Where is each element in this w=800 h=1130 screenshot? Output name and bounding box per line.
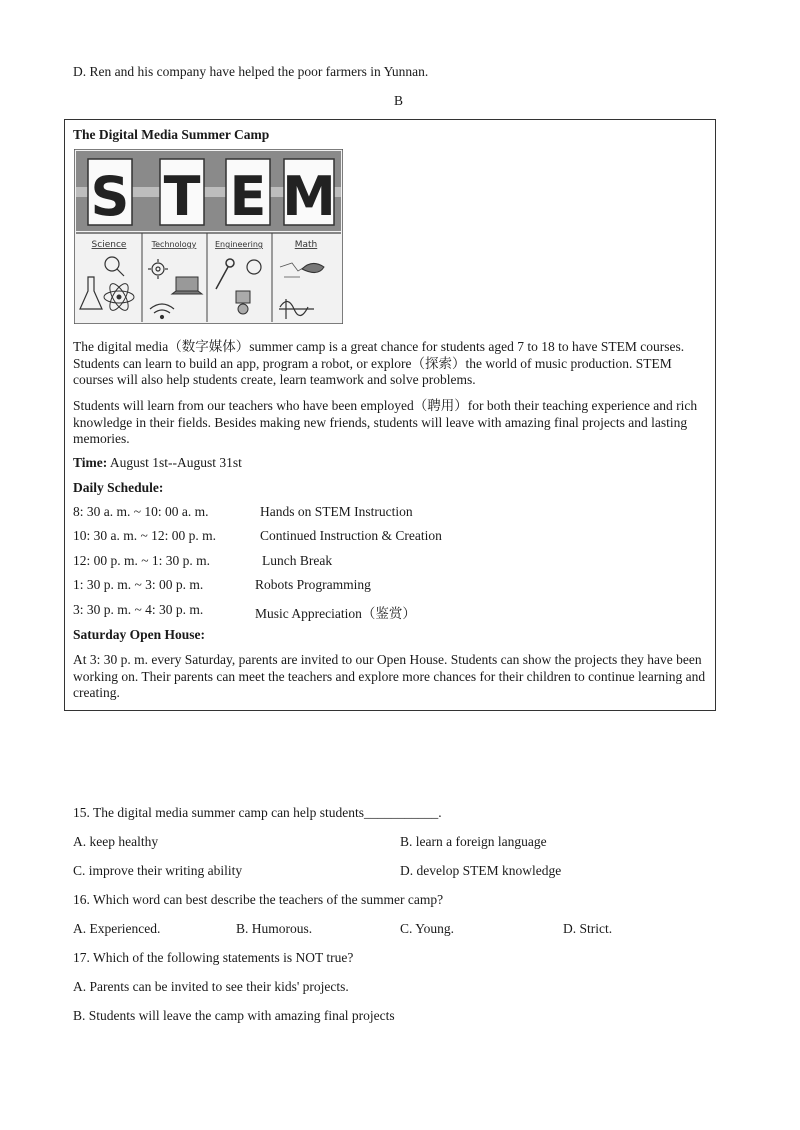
question-16-option-d: D. Strict. — [563, 921, 613, 936]
schedule-time: 1: 30 p. m. ~ 3: 00 p. m. — [73, 577, 204, 592]
section-letter: B — [394, 93, 404, 108]
question-16-stem: 16. Which word can best describe the teachers of the summer camp? — [73, 892, 444, 907]
laptop-icon — [172, 277, 202, 294]
question-15-option-b: B. learn a foreign language — [400, 834, 547, 849]
schedule-activity: Music Appreciation（鉴赏） — [255, 606, 416, 621]
passage-title: The Digital Media Summer Camp — [73, 127, 270, 142]
passage-box — [64, 119, 716, 711]
time-value: August 1st--August 31st — [107, 455, 242, 470]
schedule-time: 3: 30 p. m. ~ 4: 30 p. m. — [73, 602, 204, 617]
previous-question-option-d: D. Ren and his company have helped the poor farmers in Yunnan. — [73, 64, 429, 79]
schedule-time: 10: 30 a. m. ~ 12: 00 p. m. — [73, 528, 217, 543]
robot-icon — [236, 291, 250, 314]
question-15-option-c: C. improve their writing ability — [73, 863, 243, 878]
daily-schedule-title: Daily Schedule: — [73, 480, 164, 495]
logo-letter-m: M — [282, 165, 336, 228]
logo-letter-t: T — [163, 165, 201, 228]
question-17-option-a: A. Parents can be invited to see their kids' projects. — [73, 979, 349, 994]
schedule-time: 8: 30 a. m. ~ 10: 00 a. m. — [73, 504, 209, 519]
logo-letter-e: E — [229, 165, 267, 228]
schedule-time: 12: 00 p. m. ~ 1: 30 p. m. — [73, 553, 211, 568]
schedule-activity: Continued Instruction & Creation — [260, 528, 442, 543]
question-15-option-a: A. keep healthy — [73, 834, 159, 849]
paragraph-teachers: Students will learn from our teachers who have been employed（聘用）for both their teaching experience and rich knowledge in their fields. Besides making new friends, students will leave with amazing final projects and lasting memories. — [73, 398, 698, 446]
schedule-activity: Hands on STEM Instruction — [260, 504, 413, 519]
question-15-option-d: D. develop STEM knowledge — [400, 863, 562, 878]
question-17-stem: 17. Which of the following statements is NOT true? — [73, 950, 354, 965]
schedule-activity: Robots Programming — [255, 577, 371, 592]
open-house-title: Saturday Open House: — [73, 627, 206, 642]
time-row — [73, 455, 242, 471]
stem-poster-image — [74, 149, 343, 324]
question-17-option-b: B. Students will leave the camp with amazing final projects — [73, 1008, 395, 1023]
schedule-activity: Lunch Break — [262, 553, 333, 568]
logo-letter-s: S — [90, 165, 130, 228]
question-16-option-b: B. Humorous. — [236, 921, 313, 936]
question-15-stem: 15. The digital media summer camp can help students___________. — [73, 805, 442, 820]
paragraph-intro: The digital media（数字媒体）summer camp is a great chance for students aged 7 to 18 to have STEM courses. Students can learn to build an app, program a robot, or explore（探索）the world of music production. STEM courses will also help students create, learn teamwork and solve problems. — [73, 339, 685, 387]
panel-label-science: Science — [91, 240, 127, 250]
time-label: Time: — [73, 455, 108, 470]
panel-label-technology: Technology — [151, 240, 197, 249]
panel-label-engineering: Engineering — [215, 240, 263, 249]
question-16-option-c: C. Young. — [400, 921, 455, 936]
panel-label-math: Math — [294, 240, 318, 250]
question-16-option-a: A. Experienced. — [73, 921, 161, 936]
paragraph-open-house: At 3: 30 p. m. every Saturday, parents are invited to our Open House. Students can show the projects they have been working on. Their parents can meet the teachers and explore more chances for their children to continue learning and creating. — [73, 652, 706, 700]
